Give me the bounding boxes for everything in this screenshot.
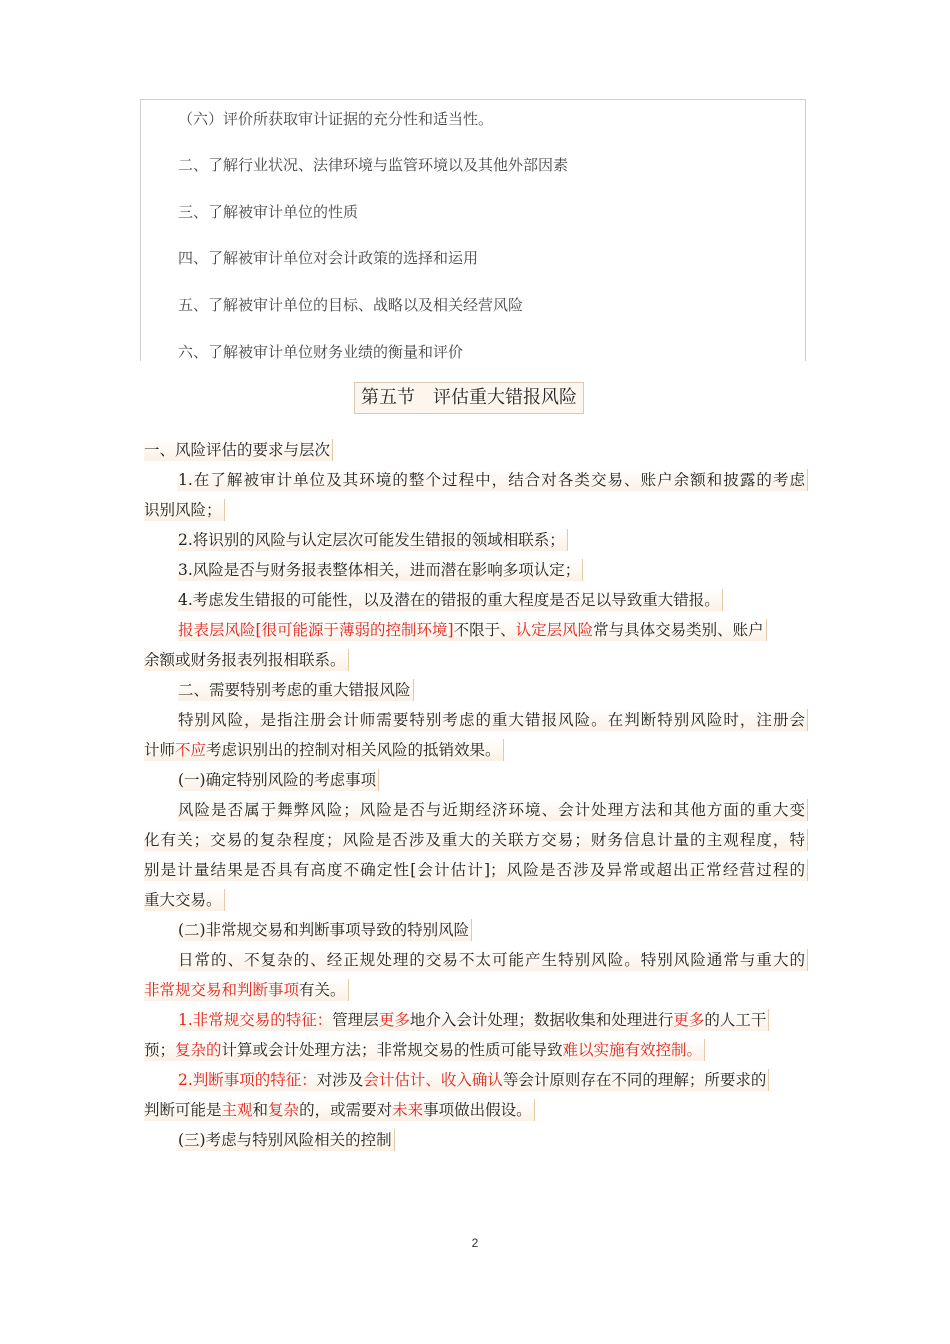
- outline-item: 四、了解被审计单位对会计政策的选择和运用: [178, 249, 479, 267]
- highlight-text: 难以实施有效控制。: [562, 1041, 703, 1059]
- paragraph-line: [144, 979, 349, 1001]
- outline-box: [140, 99, 806, 361]
- highlight-text: 未来: [392, 1101, 424, 1119]
- text-run: 的人工干: [704, 1011, 767, 1029]
- paragraph-line: [178, 619, 767, 641]
- highlight-text: 报表层风险[很可能源于薄弱的控制环境]: [178, 621, 454, 639]
- text-run: 计算或会计处理方法；非常规交易的性质可能导致: [221, 1041, 563, 1059]
- highlight-text: 2.判断事项的特征：: [178, 1071, 317, 1089]
- highlight-text: 非常规交易和判断事项: [144, 981, 300, 999]
- paragraph-line: 余额或财务报表列报相联系。: [144, 649, 349, 671]
- paragraph-line: 别是计量结果是否具有高度不确定性[会计估计]；风险是否涉及异常或超出正常经营过程的: [144, 859, 808, 881]
- paragraph-line: [144, 739, 504, 761]
- paragraph-line: [144, 1099, 535, 1121]
- highlight-text: 不应: [175, 741, 207, 759]
- paragraph-line: 重大交易。: [144, 889, 225, 911]
- paragraph-line: 风险是否属于舞弊风险；风险是否与近期经济环境、会计处理方法和其他方面的重大变: [178, 799, 808, 821]
- paragraph-line: [178, 1069, 769, 1091]
- text-run: 的，或需要对: [299, 1101, 393, 1119]
- outline-item: 五、了解被审计单位的目标、战略以及相关经营风险: [178, 296, 524, 314]
- paragraph-line: [178, 1009, 769, 1031]
- paragraph-line: 识别风险；: [144, 499, 225, 521]
- subheading: (二)非常规交易和判断事项导致的特别风险: [178, 919, 472, 941]
- highlight-text: 认定层风险: [515, 621, 594, 639]
- paragraph-line: 4.考虑发生错报的可能性，以及潜在的错报的重大程度是否足以导致重大错报。: [178, 589, 723, 611]
- subheading: (三)考虑与特别风险相关的控制: [178, 1129, 395, 1151]
- text-run: 事项做出假设。: [423, 1101, 532, 1119]
- text-run: 预；: [144, 1041, 176, 1059]
- page-number: 2: [471, 1236, 479, 1250]
- highlight-text: 复杂的: [175, 1041, 222, 1059]
- highlight-text: 更多: [378, 1011, 410, 1029]
- text-run: 和: [252, 1101, 269, 1119]
- highlight-text: 复杂: [268, 1101, 300, 1119]
- text-run: 常与具体交易类别、账户: [593, 621, 764, 639]
- paragraph-line: 日常的、不复杂的、经正规处理的交易不太可能产生特别风险。特别风险通常与重大的: [178, 949, 808, 971]
- text-run: 计师: [144, 741, 176, 759]
- highlight-text: 会计估计、收入确认: [363, 1071, 503, 1089]
- text-run: 等会计原则存在不同的理解；所要求的: [502, 1071, 767, 1089]
- outline-item: 二、了解行业状况、法律环境与监管环境以及其他外部因素: [178, 156, 569, 174]
- paragraph-line: 3.风险是否与财务报表整体相关，进而潜在影响多项认定；: [178, 559, 583, 581]
- text-run: 地介入会计处理；数据收集和处理进行: [409, 1011, 674, 1029]
- paragraph-line: 化有关；交易的复杂程度；风险是否涉及重大的关联方交易；财务信息计量的主观程度，特: [144, 829, 808, 851]
- heading-1: 一、风险评估的要求与层次: [144, 439, 333, 461]
- paragraph-line: [144, 1039, 705, 1061]
- text-run: 对涉及: [316, 1071, 364, 1089]
- text-run: 判断可能是: [144, 1101, 222, 1119]
- text-run: 管理层: [332, 1011, 379, 1029]
- heading-2: 二、需要特别考虑的重大错报风险: [178, 679, 414, 701]
- subheading: (一)确定特别风险的考虑事项: [178, 769, 379, 791]
- text-run: 有关。: [299, 981, 346, 999]
- outline-item: 三、了解被审计单位的性质: [178, 203, 359, 221]
- outline-item: 六、了解被审计单位财务业绩的衡量和评价: [178, 343, 464, 361]
- text-run: 不限于、: [453, 621, 516, 639]
- outline-item: （六）评价所获取审计证据的充分性和适当性。: [178, 110, 494, 128]
- paragraph-line: 特别风险，是指注册会计师需要特别考虑的重大错报风险。在判断特别风险时，注册会: [178, 709, 808, 731]
- paragraph-line: 1.在了解被审计单位及其环境的整个过程中，结合对各类交易、账户余额和披露的考虑: [178, 469, 808, 491]
- highlight-text: 1.非常规交易的特征：: [178, 1011, 333, 1029]
- paragraph-line: 2.将识别的风险与认定层次可能发生错报的领域相联系；: [178, 529, 568, 551]
- section-title: 第五节 评估重大错报风险: [354, 382, 584, 414]
- highlight-text: 更多: [673, 1011, 705, 1029]
- highlight-text: 主观: [221, 1101, 253, 1119]
- text-run: 考虑识别出的控制对相关风险的抵销效果。: [206, 741, 501, 759]
